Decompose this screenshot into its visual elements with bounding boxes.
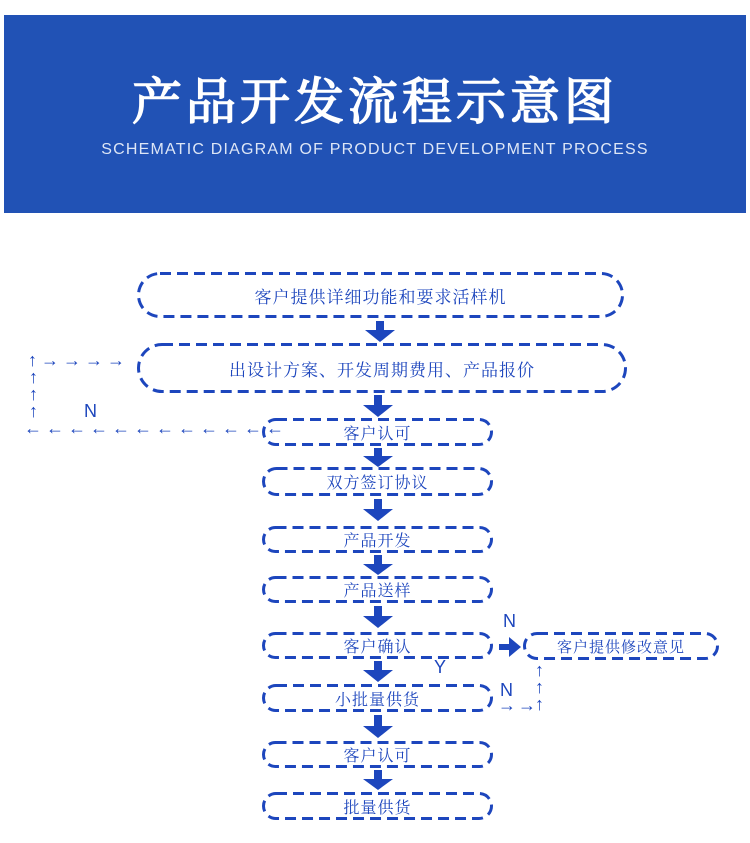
flow-box-customer-approval-2 bbox=[262, 741, 493, 768]
flow-box-label: 客户认可 bbox=[343, 748, 412, 765]
right-arrow-icon: → bbox=[41, 350, 59, 370]
loop-up-arrow-column bbox=[29, 369, 38, 419]
flow-box-label: 客户提供详细功能和要求活样机 bbox=[254, 287, 507, 307]
left-arrow-icon: ← bbox=[244, 418, 262, 438]
flow-box-label: 批量供货 bbox=[343, 799, 412, 817]
flow-box-label: 客户确认 bbox=[343, 639, 412, 656]
left-arrow-icon: ← bbox=[68, 418, 86, 438]
up-arrow-icon: ↑ bbox=[28, 350, 37, 370]
down-arrow-icon bbox=[361, 770, 395, 790]
header-banner bbox=[4, 15, 746, 213]
right-arrow-solid-icon bbox=[499, 637, 521, 657]
left-arrow-icon: ← bbox=[200, 418, 218, 438]
flow-box-label: 双方签订协议 bbox=[326, 475, 429, 492]
page-title: 产品开发流程示意图 bbox=[132, 74, 618, 130]
right-arrow-icon: → bbox=[107, 350, 125, 370]
right-arrow-icon: → bbox=[518, 695, 536, 715]
down-arrow-icon bbox=[361, 448, 395, 467]
left-arrow-icon: ← bbox=[90, 418, 108, 438]
flow-box-small-batch-supply bbox=[262, 684, 493, 712]
left-arrow-icon: ← bbox=[222, 418, 240, 438]
down-arrow-icon bbox=[361, 715, 395, 738]
flow-box-label: 客户认可 bbox=[343, 425, 412, 443]
down-arrow-icon bbox=[361, 395, 395, 417]
flow-box-customer-approval-1 bbox=[262, 418, 493, 446]
up-arrow-icon: ↑ bbox=[535, 677, 544, 697]
down-arrow-icon bbox=[361, 555, 395, 575]
up-arrow-icon: ↑ bbox=[535, 660, 544, 680]
right-arrow-icon: → bbox=[63, 350, 81, 370]
loop-top-arrow-row bbox=[28, 352, 125, 368]
down-arrow-icon bbox=[361, 499, 395, 521]
flow-box-design-proposal bbox=[137, 343, 627, 393]
branch-label-n: N bbox=[500, 680, 513, 700]
left-arrow-icon: ← bbox=[24, 418, 42, 438]
left-arrow-icon: ← bbox=[266, 418, 284, 438]
flow-box-mass-supply bbox=[262, 792, 493, 820]
left-arrow-icon: ← bbox=[134, 418, 152, 438]
flow-box-modification-feedback bbox=[523, 632, 719, 660]
up-arrow-icon: ↑ bbox=[29, 367, 38, 387]
flow-box-sample-delivery bbox=[262, 576, 493, 603]
left-arrow-icon: ← bbox=[156, 418, 174, 438]
page-subtitle: SCHEMATIC DIAGRAM OF PRODUCT DEVELOPMENT PROCESS bbox=[101, 141, 649, 158]
up-arrow-icon: ↑ bbox=[535, 694, 544, 714]
flow-box-customer-confirmation bbox=[262, 632, 493, 659]
flow-box-customer-requirements bbox=[137, 272, 624, 318]
loop-right-arrow-row bbox=[498, 697, 536, 713]
flow-box-product-development bbox=[262, 526, 493, 553]
down-arrow-icon bbox=[363, 321, 397, 342]
left-arrow-icon: ← bbox=[112, 418, 130, 438]
left-arrow-icon: ← bbox=[46, 418, 64, 438]
flow-box-label: 产品送样 bbox=[343, 583, 412, 600]
flow-box-label: 产品开发 bbox=[343, 533, 412, 550]
down-arrow-icon bbox=[361, 661, 395, 682]
loop-left-arrow-row bbox=[24, 420, 284, 436]
loop-up-arrow-column-right bbox=[535, 662, 544, 712]
up-arrow-icon: ↑ bbox=[29, 384, 38, 404]
flow-box-label: 出设计方案、开发周期费用、产品报价 bbox=[229, 360, 535, 380]
up-arrow-icon: ↑ bbox=[29, 401, 38, 421]
left-arrow-icon: ← bbox=[178, 418, 196, 438]
branch-label-n: N bbox=[84, 401, 97, 421]
down-arrow-icon bbox=[361, 606, 395, 628]
flow-box-label: 小批量供货 bbox=[334, 691, 420, 709]
right-arrow-icon: → bbox=[85, 350, 103, 370]
flow-box-sign-agreement bbox=[262, 467, 493, 496]
branch-label-y: Y bbox=[434, 657, 447, 677]
right-arrow-icon: → bbox=[498, 695, 516, 715]
branch-label-n: N bbox=[503, 611, 516, 631]
flow-box-label: 客户提供修改意见 bbox=[556, 638, 685, 656]
